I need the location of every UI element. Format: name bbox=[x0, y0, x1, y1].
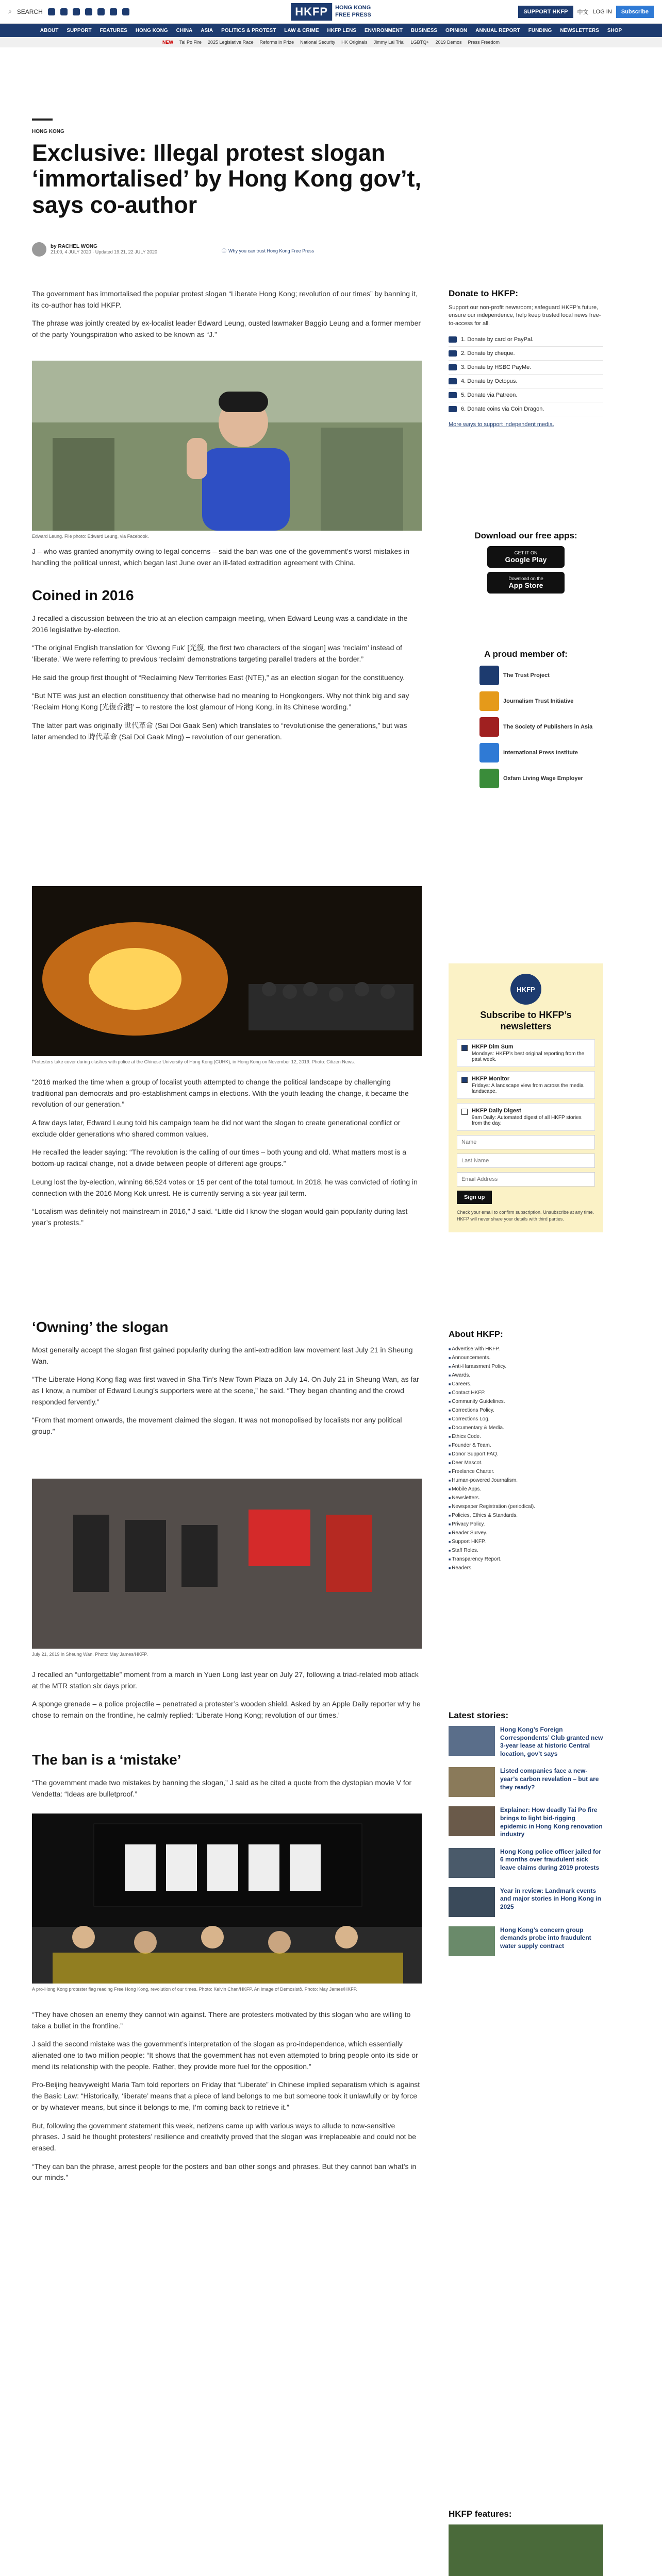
subnav-item[interactable]: HK Originals bbox=[341, 40, 368, 45]
nav-item[interactable]: NEWSLETTERS bbox=[560, 27, 599, 33]
section-heading-ban: The ban is a ‘mistake’ bbox=[32, 1752, 181, 1768]
about-link[interactable]: ■ Support HKFP. bbox=[449, 1537, 603, 1546]
checkbox[interactable] bbox=[461, 1109, 468, 1115]
about-link[interactable]: ■ Corrections Log. bbox=[449, 1415, 603, 1423]
about-link[interactable]: ■ Anti-Harassment Policy. bbox=[449, 1362, 603, 1371]
nav-item[interactable]: ANNUAL REPORT bbox=[475, 27, 520, 33]
newsletter-option-desc: Fridays: A landscape view from across the media landscape. bbox=[472, 1083, 584, 1095]
about-list bbox=[449, 1345, 603, 1572]
photo-caption: Protesters take cover during clashes with police at the Chinese University of Hong Kong (CUHK), in Hong Kong on November 12, 2019. Photo: Citizen News. bbox=[32, 1059, 355, 1064]
member-logo-mark bbox=[479, 691, 499, 711]
donate-option-label: 2. Donate by cheque. bbox=[461, 350, 515, 357]
search-icon[interactable]: ⌕ bbox=[8, 8, 12, 15]
article-photo-edward-leung bbox=[32, 361, 422, 531]
story-title[interactable]: Hong Kong’s Foreign Correspondents’ Club granted new 3-year lease at historic Central location, gov’t says bbox=[500, 1726, 603, 1757]
donate-option[interactable] bbox=[449, 347, 603, 361]
section-heading-owning: ‘Owning’ the slogan bbox=[32, 1319, 169, 1335]
paragraph: “Localism was definitely not mainstream in 2016,” J said. “Little did I know the slogan would gain popularity during last year’s protests.” bbox=[32, 1207, 408, 1227]
photo-caption: Edward Leung. File photo: Edward Leung, via Facebook. bbox=[32, 534, 149, 539]
story-thumbnail[interactable] bbox=[449, 1926, 495, 1956]
paragraph: “The original English translation for ‘Gwong Fuk’ [光復, the first two characters of the slogan] was ‘reclaim’ instead of ‘liberate.’ We were referring to previous ‘reclaim’ demonstrations targeting parallel traders at the border.” bbox=[32, 643, 402, 664]
feature-story[interactable] bbox=[449, 2524, 603, 2576]
article-section-2 bbox=[32, 613, 422, 750]
donate-option-label: 5. Donate via Patreon. bbox=[461, 392, 518, 399]
logo-text-line-1: HONG KONG bbox=[335, 5, 371, 11]
about-link[interactable]: ■ Human-powered Journalism. bbox=[449, 1476, 603, 1485]
photo-caption: A pro-Hong Kong protester flag reading Free Hong Kong, revolution of our times. Photo: Kelvin Chan/HKFP. An image of Demosistō. Photo: May James/HKFP. bbox=[32, 1987, 357, 1992]
newsletter-options bbox=[457, 1039, 595, 1131]
story-title[interactable]: Hong Kong’s concern group demands probe into fraudulent water supply contract bbox=[500, 1926, 591, 1950]
paragraph: “From that moment onwards, the movement claimed the slogan. It was not monopolised by localists nor any political group.” bbox=[32, 1416, 402, 1436]
paragraph: He said the group first thought of “Reclaiming New Territories East (NTE),” as an election slogan for the constituency. bbox=[32, 673, 405, 682]
donate-option[interactable] bbox=[449, 388, 603, 402]
category-kicker[interactable]: HONG KONG bbox=[32, 129, 64, 134]
member-name: Oxfam Living Wage Employer bbox=[503, 775, 583, 782]
google-play-button[interactable] bbox=[487, 546, 565, 568]
apps-title: Download our free apps: bbox=[474, 531, 577, 540]
nav-item[interactable]: POLITICS & PROTEST bbox=[221, 27, 276, 33]
photo-illustration bbox=[32, 1814, 422, 1984]
article-section-6 bbox=[32, 1777, 422, 1807]
paragraph: “They can ban the phrase, arrest people for the posters and ban other songs and phrases. But they cannot ban what’s in our minds.” bbox=[32, 2162, 417, 2182]
more-ways-link[interactable]: More ways to support independent media. bbox=[449, 421, 554, 428]
donate-intro: Support our non-profit newsroom; safeguard HKFP’s future, ensure our independence, help keep trusted local news free-to-access for all. bbox=[449, 304, 601, 327]
subnav-item[interactable]: 2019 Demos bbox=[435, 40, 462, 45]
newsletter-option[interactable] bbox=[457, 1039, 595, 1067]
about-link[interactable]: ■ Advertise with HKFP. bbox=[449, 1345, 603, 1353]
language-toggle[interactable]: 中文 bbox=[577, 9, 589, 15]
newsletter-badge: HKFP bbox=[510, 974, 541, 1005]
sub-nav bbox=[0, 37, 662, 47]
features-list bbox=[449, 2524, 603, 2576]
donate-title: Donate to HKFP: bbox=[449, 289, 519, 298]
payment-icon bbox=[449, 350, 457, 357]
subnav-item[interactable]: LGBTQ+ bbox=[410, 40, 429, 45]
donate-option-label: 3. Donate by HSBC PayMe. bbox=[461, 364, 532, 371]
article-intro bbox=[32, 289, 422, 348]
member-logo-mark bbox=[479, 717, 499, 737]
features-widget bbox=[449, 2509, 603, 2576]
donate-option-label: 1. Donate by card or PayPal. bbox=[461, 336, 534, 343]
paragraph: Pro-Beijing heavyweight Maria Tam told reporters on Friday that “Liberate” in Chinese implied separatism which is against the Basic Law: “Historically, ‘liberate’ means that a piece of land belongs to me but someone took it unlawfully or by force or by whatever means, but since it belongs to me, I’m coming back to retrieve it.” bbox=[32, 2080, 420, 2111]
checkbox[interactable] bbox=[461, 1045, 468, 1051]
logo-text-line-2: FREE PRESS bbox=[335, 11, 371, 18]
search-link[interactable]: SEARCH bbox=[16, 8, 43, 15]
donate-option[interactable] bbox=[449, 333, 603, 347]
feature-image[interactable] bbox=[449, 2524, 603, 2576]
author-name[interactable]: by RACHEL WONG bbox=[51, 244, 97, 249]
about-link[interactable]: ■ Newsletters. bbox=[449, 1494, 603, 1502]
article-photo-flag bbox=[32, 1814, 422, 1984]
nav-item[interactable]: SHOP bbox=[607, 27, 622, 33]
subscribe-button[interactable]: Subscribe bbox=[616, 6, 654, 18]
newsletter-option-name: HKFP Daily Digest bbox=[472, 1108, 521, 1114]
paragraph: But, following the government statement this week, netizens came up with various ways to allude to now-sensitive phrases. J said he thought protesters’ resilience and creativity proved that the slogan was irreplaceable and could not be erased. bbox=[32, 2121, 417, 2152]
telegram-icon[interactable] bbox=[97, 8, 105, 15]
about-link[interactable]: ■ Staff Roles. bbox=[449, 1546, 603, 1555]
paragraph: Leung lost the by-election, winning 66,524 votes or 15 per cent of the total turnout. In 2018, he was convicted of rioting in connection with the 2016 Mong Kok unrest. He is currently serving a six-year jail term. bbox=[32, 1177, 418, 1197]
author-avatar bbox=[32, 242, 46, 257]
story-title[interactable]: Hong Kong police officer jailed for 6 months over fraudulent sick leave claims during 2019 protests bbox=[500, 1848, 602, 1871]
member-name: International Press Institute bbox=[503, 750, 578, 756]
name-field[interactable] bbox=[457, 1135, 595, 1149]
about-link[interactable]: ■ Ethics Code. bbox=[449, 1432, 603, 1441]
paragraph: The phrase was jointly created by ex-localist leader Edward Leung, ousted lawmaker Baggio Leung and a former member of the party Youngspiration who asked to be known as “J.” bbox=[32, 319, 421, 339]
paragraph: “They have chosen an enemy they cannot win against. There are protesters motivated by this slogan who are willing to take a bullet in the frontline.” bbox=[32, 2010, 411, 2030]
about-widget bbox=[449, 1329, 603, 1572]
about-title: About HKFP: bbox=[449, 1329, 503, 1339]
google-play-big: Google Play bbox=[505, 555, 547, 564]
photo-illustration bbox=[32, 1479, 422, 1649]
youtube-icon[interactable] bbox=[85, 8, 92, 15]
top-right-actions bbox=[518, 6, 654, 18]
story-thumbnail[interactable] bbox=[449, 1806, 495, 1836]
about-link[interactable]: ■ Careers. bbox=[449, 1380, 603, 1388]
about-link[interactable]: ■ Freelance Charter. bbox=[449, 1467, 603, 1476]
nav-item[interactable]: FEATURES bbox=[100, 27, 127, 33]
about-link[interactable]: ■ Donor Support FAQ. bbox=[449, 1450, 603, 1459]
latest-story[interactable] bbox=[449, 1726, 603, 1758]
paragraph: Most generally accept the slogan first gained popularity during the anti-extradition law movement last July 21 in Sheung Wan. bbox=[32, 1346, 413, 1365]
nav-item[interactable]: CHINA bbox=[176, 27, 193, 33]
paragraph: A few days later, Edward Leung told his campaign team he did not want the slogan to create generational conflict or exclude older generations who shared common values. bbox=[32, 1118, 401, 1138]
donate-option[interactable] bbox=[449, 402, 603, 416]
newsletter-option-desc: 9am Daily: Automated digest of all HKFP stories from the day. bbox=[472, 1115, 582, 1127]
newsletter-option-name: HKFP Monitor bbox=[472, 1076, 510, 1082]
member-name: Journalism Trust Initiative bbox=[503, 698, 574, 704]
latest-stories-widget bbox=[449, 1710, 603, 1965]
article-photo-cuhk-clashes bbox=[32, 886, 422, 1056]
instagram-icon[interactable] bbox=[73, 8, 80, 15]
member-logo[interactable] bbox=[479, 665, 603, 686]
newsletter-option-text bbox=[472, 1044, 590, 1062]
latest-story[interactable] bbox=[449, 1887, 603, 1917]
payment-icon bbox=[449, 378, 457, 384]
newsletter-option-desc: Mondays: HKFP’s best original reporting from the past week. bbox=[472, 1051, 585, 1063]
about-link[interactable]: ■ Community Guidelines. bbox=[449, 1397, 603, 1406]
about-link[interactable]: ■ Privacy Policy. bbox=[449, 1520, 603, 1529]
nav-item[interactable]: ABOUT bbox=[40, 27, 59, 33]
latest-story[interactable] bbox=[449, 1806, 603, 1838]
google-play-small: GET IT ON bbox=[514, 550, 538, 555]
subnav-item[interactable]: National Security bbox=[300, 40, 336, 45]
paragraph: A sponge grenade – a police projectile – penetrated a protester’s wooden shield. Asked by an Apple Daily reporter why he chose to remain on the frontline, he calmly replied: ‘Liberate Hong Kong; revolution of our times.’ bbox=[32, 1700, 421, 1720]
nav-item[interactable]: HKFP LENS bbox=[327, 27, 357, 33]
apps-widget bbox=[449, 531, 603, 598]
story-thumbnail[interactable] bbox=[449, 1726, 495, 1756]
member-name: The Trust Project bbox=[503, 672, 550, 679]
about-link[interactable]: ■ Reader Survey. bbox=[449, 1529, 603, 1537]
latest-list bbox=[449, 1726, 603, 1956]
members-title: A proud member of: bbox=[484, 649, 568, 659]
donate-option[interactable] bbox=[449, 375, 603, 388]
nav-item[interactable]: ASIA bbox=[201, 27, 213, 33]
section-heading-coined: Coined in 2016 bbox=[32, 587, 134, 603]
app-store-button[interactable] bbox=[487, 572, 565, 594]
article-section-7 bbox=[32, 2009, 422, 2191]
twitter-icon[interactable] bbox=[60, 8, 68, 15]
nav-item[interactable]: BUSINESS bbox=[410, 27, 438, 33]
photo-illustration bbox=[32, 886, 422, 1056]
about-link[interactable]: ■ Founder & Team. bbox=[449, 1441, 603, 1450]
logo-wordmark bbox=[335, 5, 371, 18]
about-link[interactable]: ■ Mobile Apps. bbox=[449, 1485, 603, 1494]
info-icon: ⓘ bbox=[222, 248, 227, 253]
email-field[interactable] bbox=[457, 1172, 595, 1187]
paragraph: J said the second mistake was the government’s interpretation of the slogan as pro-independence, which essentially alienated one to two million people: “It shows that the government has not even attempted to bring people onto its side or mend its relationship with the people. Rather, they provide more fuel for the opposition.” bbox=[32, 2040, 418, 2071]
nav-item[interactable]: SUPPORT bbox=[67, 27, 92, 33]
top-bar bbox=[0, 0, 662, 24]
article-section-5 bbox=[32, 1669, 422, 1728]
story-thumbnail[interactable] bbox=[449, 1767, 495, 1797]
app-store-big: App Store bbox=[508, 581, 543, 589]
member-logo-mark bbox=[479, 743, 499, 762]
subnav-item[interactable]: Jimmy Lai Trial bbox=[373, 40, 405, 45]
nav-item[interactable]: LAW & CRIME bbox=[284, 27, 319, 33]
donate-list bbox=[449, 333, 603, 416]
newsletter-option[interactable] bbox=[457, 1103, 595, 1131]
paragraph: J recalled an “unforgettable” moment from a march in Yuen Long last year on July 27, following a triad-related mob attack at the MTR station six days prior. bbox=[32, 1670, 419, 1690]
donate-option-label: 4. Donate by Octopus. bbox=[461, 378, 518, 385]
newsletter-title: Subscribe to HKFP’s newsletters bbox=[480, 1010, 572, 1031]
about-link[interactable]: ■ Announcements. bbox=[449, 1353, 603, 1362]
facebook-icon[interactable] bbox=[48, 8, 55, 15]
story-title[interactable]: Listed companies face a new-year’s carbon revelation – but are they ready? bbox=[500, 1767, 599, 1791]
paragraph: “But NTE was just an election constituency that otherwise had no meaning to Hongkongers. Why not think big and say ‘Reclaim Hong Kong [光復香港]’ – to restore the lost glamour of Hong Kong, in its Chinese wording.” bbox=[32, 691, 409, 711]
trust-link[interactable] bbox=[222, 247, 314, 254]
login-link[interactable]: LOG IN bbox=[592, 8, 612, 15]
about-link[interactable]: ■ Corrections Policy. bbox=[449, 1406, 603, 1415]
payment-icon bbox=[449, 392, 457, 398]
newsletter-option-name: HKFP Dim Sum bbox=[472, 1044, 514, 1050]
members-list bbox=[449, 665, 603, 789]
newsletter-option-text bbox=[472, 1076, 590, 1094]
newsletter-widget bbox=[449, 963, 603, 1232]
new-badge: NEW bbox=[162, 40, 173, 45]
latest-story[interactable] bbox=[449, 1926, 603, 1956]
site-logo[interactable] bbox=[291, 3, 371, 21]
paragraph: “The Liberate Hong Kong flag was first waved in Sha Tin’s New Town Plaza on July 14. On July 21 in Sheung Wan, as far as I know, a number of Edward Leung’s supporters were at the scene,” he said. “They began chanting and the crowd responded fervently.” bbox=[32, 1375, 419, 1406]
donate-option[interactable] bbox=[449, 361, 603, 375]
paragraph: J – who was granted anonymity owing to legal concerns – said the ban was one of the government’s worst mistakes in handling the political unrest, which began last June over an ill-fated extradition agreement with China. bbox=[32, 547, 410, 567]
about-link[interactable]: ■ Readers. bbox=[449, 1564, 603, 1572]
trust-link-label: Why you can trust Hong Kong Free Press bbox=[228, 248, 315, 253]
member-logo-mark bbox=[479, 769, 499, 788]
support-hkfp-button[interactable]: SUPPORT HKFP bbox=[518, 6, 573, 18]
members-widget bbox=[449, 649, 603, 793]
about-link[interactable]: ■ Documentary & Media. bbox=[449, 1423, 603, 1432]
nav-item[interactable]: HONG KONG bbox=[135, 27, 168, 33]
top-left-tools bbox=[8, 8, 129, 15]
member-logo[interactable] bbox=[479, 690, 603, 712]
about-link[interactable]: ■ Contact HKFP. bbox=[449, 1388, 603, 1397]
photo-illustration bbox=[32, 361, 422, 531]
email-icon[interactable] bbox=[110, 8, 117, 15]
article-section-3 bbox=[32, 1077, 422, 1236]
member-logo[interactable] bbox=[479, 768, 603, 789]
newsletter-option[interactable] bbox=[457, 1071, 595, 1099]
newsletter-note: Check your email to confirm subscription. Unsubscribe at any time. HKFP will never share your details with third parties. bbox=[457, 1210, 594, 1222]
article-headline: Exclusive: Illegal protest slogan ‘immortalised’ by Hong Kong gov’t, says co-author bbox=[32, 140, 422, 218]
rss-icon[interactable] bbox=[122, 8, 129, 15]
latest-title: Latest stories: bbox=[449, 1710, 509, 1720]
story-title[interactable]: Year in review: Landmark events and major stories in Hong Kong in 2025 bbox=[500, 1887, 602, 1910]
logo-mark: HKFP bbox=[291, 3, 332, 21]
about-link[interactable]: ■ Policies, Ethics & Standards. bbox=[449, 1511, 603, 1520]
story-thumbnail[interactable] bbox=[449, 1887, 495, 1917]
paragraph: J recalled a discussion between the trio at an election campaign meeting, when Edward Leung was a candidate in the 2016 legislative by-election. bbox=[32, 614, 408, 634]
article-date: 21:00, 4 JULY 2020 · Updated 19:21, 22 JULY 2020 bbox=[51, 249, 157, 255]
subnav-item[interactable]: 2025 Legislative Race bbox=[208, 40, 254, 45]
payment-icon bbox=[449, 406, 457, 412]
about-link[interactable]: ■ Transparency Report. bbox=[449, 1555, 603, 1564]
paragraph: “2016 marked the time when a group of localist youth attempted to change the political landscape by challenging traditional pan-democrats and pro-establishment camps in elections. With the youth leading the change, it became the revolution of our generation.” bbox=[32, 1078, 409, 1109]
paragraph: The latter part was originally 世代革命 (Sai Doi Gaak Sen) which translates to “revolutionise the generations,” but was later amended to 時代革命 (Sai Doi Gaak Ming) – revolution of our generation. bbox=[32, 721, 407, 741]
member-name: The Society of Publishers in Asia bbox=[503, 724, 593, 730]
main-nav bbox=[0, 24, 662, 37]
paragraph: The government has immortalised the popular protest slogan “Liberate Hong Kong; revolution of our times” by banning it, its co-author has told HKFP. bbox=[32, 290, 418, 309]
paragraph: He recalled the leader saying: “The revolution is the calling of our times – both young and old. What matters most is a bottom-up radical change, not a divide between people of different age groups.” bbox=[32, 1148, 407, 1168]
nav-item[interactable]: ENVIRONMENT bbox=[365, 27, 403, 33]
subnav-item[interactable]: Tai Po Fire bbox=[179, 40, 202, 45]
about-link[interactable]: ■ Deer Mascot. bbox=[449, 1459, 603, 1467]
story-title[interactable]: Explainer: How deadly Tai Po fire brings to light bid-rigging epidemic in Hong Kong renovation industry bbox=[500, 1806, 603, 1838]
kicker-rule bbox=[32, 118, 53, 121]
last-name-field[interactable] bbox=[457, 1154, 595, 1168]
donate-option-label: 6. Donate coins via Coin Dragon. bbox=[461, 406, 544, 413]
about-link[interactable]: ■ Awards. bbox=[449, 1371, 603, 1380]
article-photo-graffiti bbox=[32, 1479, 422, 1649]
nav-item[interactable]: OPINION bbox=[445, 27, 468, 33]
payment-icon bbox=[449, 364, 457, 370]
member-logo-mark bbox=[479, 666, 499, 685]
newsletter-option-text bbox=[472, 1108, 590, 1126]
checkbox[interactable] bbox=[461, 1077, 468, 1083]
signup-button[interactable]: Sign up bbox=[457, 1191, 492, 1204]
latest-story[interactable] bbox=[449, 1767, 603, 1797]
member-logo[interactable] bbox=[479, 742, 603, 764]
payment-icon bbox=[449, 336, 457, 343]
byline bbox=[32, 242, 157, 257]
features-title: HKFP features: bbox=[449, 2509, 512, 2519]
donate-widget bbox=[449, 289, 603, 428]
about-link[interactable]: ■ Newspaper Registration (periodical). bbox=[449, 1502, 603, 1511]
member-logo[interactable] bbox=[479, 716, 603, 738]
subnav-item[interactable]: Reforms in Prize bbox=[259, 40, 294, 45]
app-store-small: Download on the bbox=[508, 576, 543, 581]
article-section-4 bbox=[32, 1345, 422, 1445]
story-thumbnail[interactable] bbox=[449, 1848, 495, 1878]
latest-story[interactable] bbox=[449, 1848, 603, 1878]
article-section-1 bbox=[32, 546, 422, 575]
paragraph: “The government made two mistakes by banning the slogan,” J said as he cited a quote from the dystopian movie V for Vendetta: “Ideas are bulletproof.” bbox=[32, 1778, 412, 1798]
photo-caption: July 21, 2019 in Sheung Wan. Photo: May James/HKFP. bbox=[32, 1652, 148, 1657]
nav-item[interactable]: FUNDING bbox=[528, 27, 552, 33]
subnav-item[interactable]: Press Freedom bbox=[468, 40, 500, 45]
